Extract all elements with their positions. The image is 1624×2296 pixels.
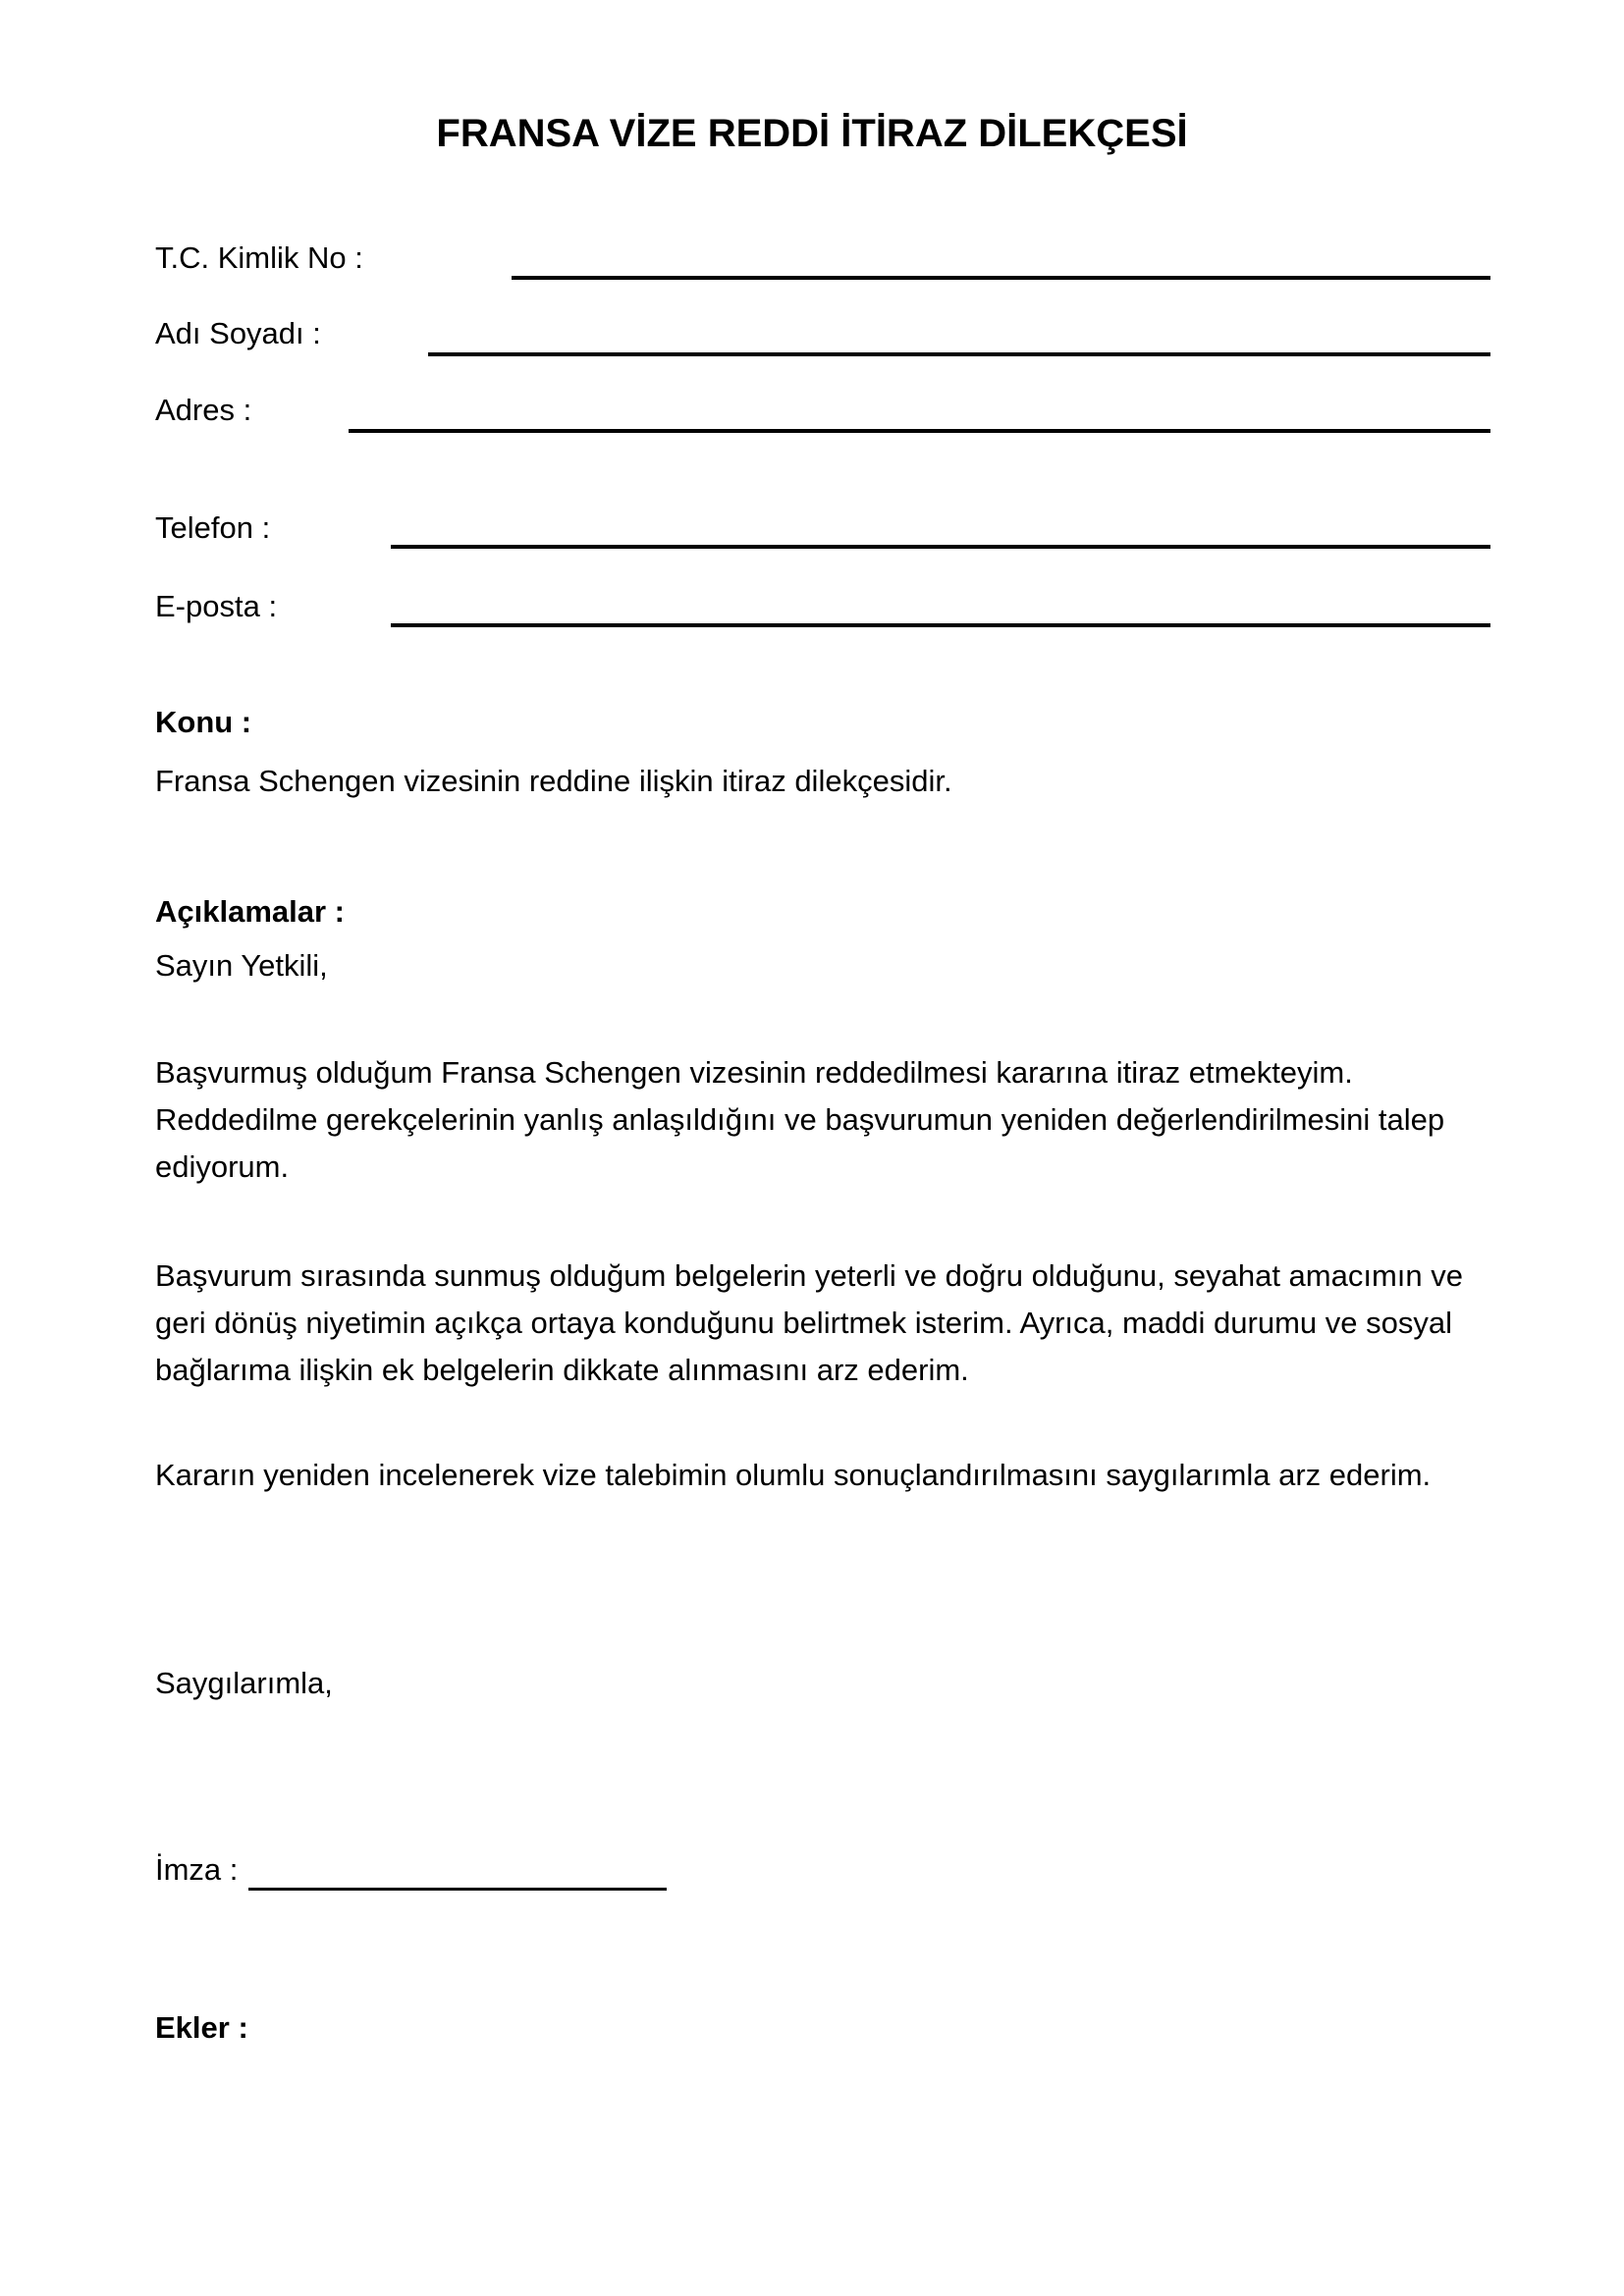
signature-fill-line[interactable]: [248, 1888, 667, 1891]
field-fill-line-adi-soyadi[interactable]: [428, 352, 1490, 356]
field-label-eposta: E-posta :: [155, 589, 278, 623]
section-heading-konu: Konu :: [155, 705, 252, 739]
field-fill-line-eposta[interactable]: [391, 623, 1490, 627]
field-fill-line-telefon[interactable]: [391, 545, 1490, 549]
field-fill-line-adres[interactable]: [349, 429, 1490, 433]
field-label-adres: Adres :: [155, 393, 252, 427]
salutation-text: Sayın Yetkili,: [155, 948, 328, 983]
field-label-adi-soyadi: Adı Soyadı :: [155, 316, 321, 350]
document-title: FRANSA VİZE REDDİ İTİRAZ DİLEKÇESİ: [436, 112, 1188, 155]
field-fill-line-tc-kimlik-no[interactable]: [512, 276, 1490, 280]
body-paragraph-1: Başvurmuş olduğum Fransa Schengen vizesinin reddedilmesi kararına itiraz etmekteyim. Reddedilme gerekçelerinin yanlış anlaşıldığını ve başvurumun yeniden değerlendirilmesini talep ediyorum.: [155, 1055, 1445, 1184]
section-heading-aciklamalar: Açıklamalar :: [155, 894, 345, 929]
signature-label: İmza :: [155, 1852, 239, 1887]
field-label-telefon: Telefon :: [155, 510, 271, 545]
body-paragraph-2: Başvurum sırasında sunmuş olduğum belgelerin yeterli ve doğru olduğunu, seyahat amacımın ve geri dönüş niyetimin açıkça ortaya konduğunu belirtmek isterim. Ayrıca, maddi durumu ve sosyal bağlarıma ilişkin ek belgelerin dikkate alınmasını arz ederim.: [155, 1258, 1464, 1387]
konu-subject-text: Fransa Schengen vizesinin reddine ilişkin itiraz dilekçesidir.: [155, 764, 952, 798]
closing-text: Saygılarımla,: [155, 1666, 333, 1700]
field-label-tc-kimlik-no: T.C. Kimlik No :: [155, 240, 363, 275]
body-paragraph-3: Kararın yeniden incelenerek vize talebimin olumlu sonuçlandırılmasını saygılarımla arz ederim.: [155, 1458, 1432, 1492]
section-heading-ekler: Ekler :: [155, 2010, 248, 2045]
